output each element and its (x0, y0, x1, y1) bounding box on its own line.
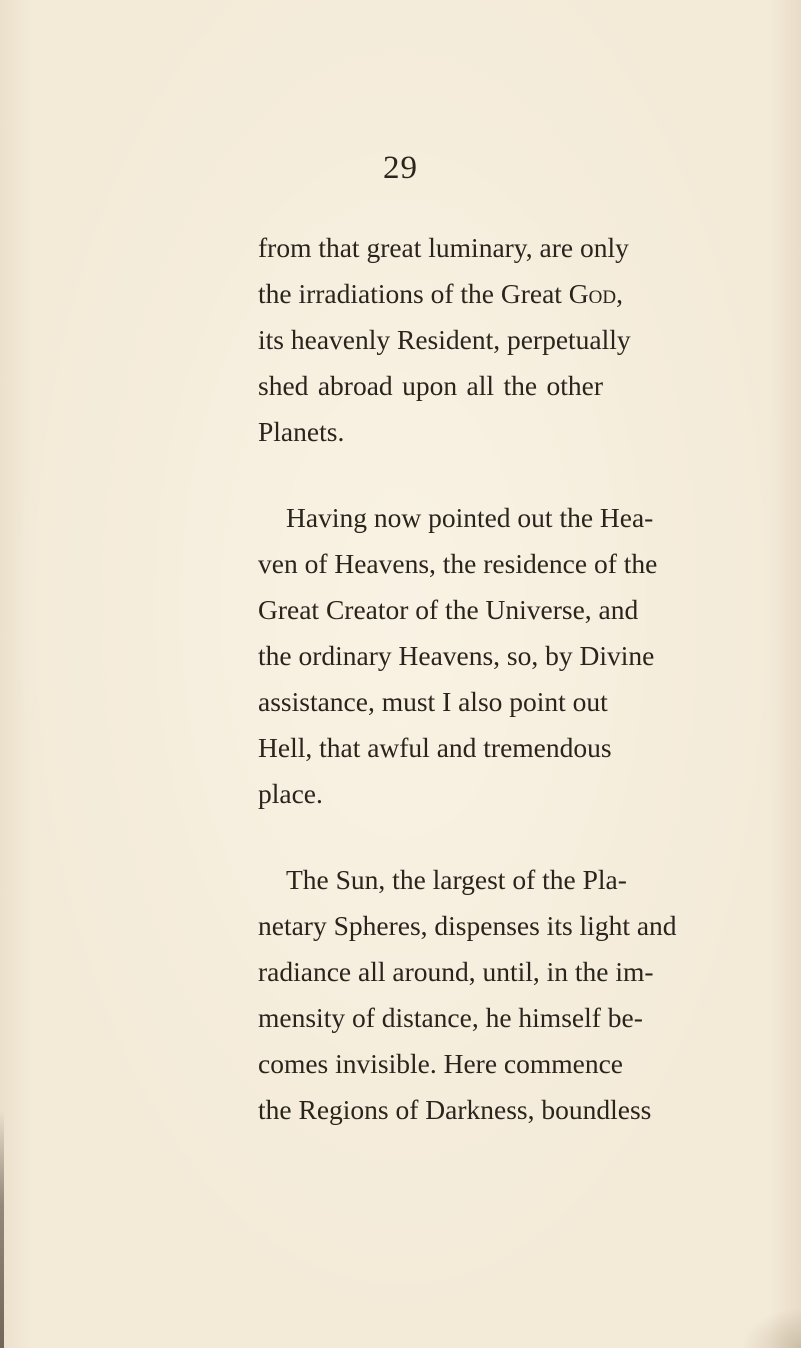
text-line: ven of Heavens, the residence of the (258, 548, 658, 579)
text-line: Great Creator of the Universe, and (258, 594, 639, 625)
text-line: assistance, must I also point out (258, 686, 608, 717)
paragraph-1 (258, 225, 631, 455)
page-number: 29 (383, 150, 418, 186)
paragraph-2 (258, 495, 658, 817)
text-line: radiance all around, until, in the im- (258, 956, 654, 987)
text-line: the Regions of Darkness, boundless (258, 1094, 652, 1125)
text-line: Planets. (258, 416, 345, 447)
page-edge-shadow (0, 1110, 4, 1348)
body-text (258, 225, 677, 1133)
text-line: Having now pointed out the Hea- (286, 502, 654, 533)
text-line: comes invisible. Here commence (258, 1048, 624, 1079)
text-line: from that great luminary, are only (258, 232, 629, 263)
text-line: netary Spheres, dispenses its light and (258, 910, 677, 941)
text-line: shed abroad upon all the other (258, 370, 603, 401)
text-line: its heavenly Resident, perpetually (258, 324, 631, 355)
text-line: the ordinary Heavens, so, by Divine (258, 640, 655, 671)
text-line: place. (258, 778, 323, 809)
corner-stain (741, 1308, 801, 1348)
text-line: mensity of distance, he himself be- (258, 1002, 643, 1033)
text-line: the irradiations of the Great God, (258, 278, 623, 309)
paragraph-3 (258, 857, 677, 1133)
text-line: Hell, that awful and tremendous (258, 732, 612, 763)
text-line: The Sun, the largest of the Pla- (286, 864, 627, 895)
